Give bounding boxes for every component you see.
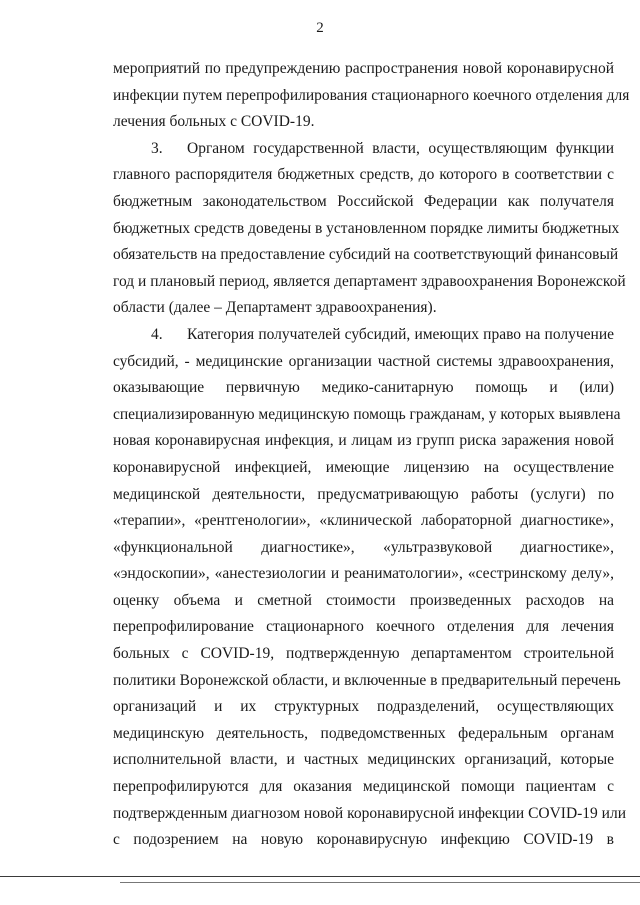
text-line: медицинской деятельности, предусматривающую работы (услуги) по xyxy=(113,485,614,503)
paragraph-3 xyxy=(113,136,626,322)
text-line: перепрофилируются для оказания медицинской помощи пациентам с xyxy=(113,778,614,796)
text-line: год и плановый период, является департамент здравоохранения Воронежской xyxy=(113,272,626,290)
text-line: Категория получателей субсидий, имеющих право на получение xyxy=(187,325,614,343)
paragraph-number: 3. xyxy=(151,139,163,157)
paragraph-number: 4. xyxy=(151,325,163,343)
text-line: организаций и их структурных подразделений, осуществляющих xyxy=(113,698,614,716)
text-line: исполнительной власти, и частных медицинских организаций, которые xyxy=(113,751,614,769)
document-body xyxy=(113,56,630,854)
text-line: субсидий, - медицинские организации частной системы здравоохранения, xyxy=(113,352,614,370)
text-line: бюджетных средств доведены в установленном порядке лимиты бюджетных xyxy=(113,219,620,237)
text-line: «терапии», «рентгенологии», «клинической лабораторной диагностике», xyxy=(113,512,614,530)
text-line-first xyxy=(113,136,614,163)
text-line: политики Воронежской области, и включенные в предварительный перечень xyxy=(113,671,621,689)
text-line: коронавирусной инфекцией, имеющие лицензию на осуществление xyxy=(113,458,614,476)
text-line: обязательств на предоставление субсидий на соответствующий финансовый xyxy=(113,246,619,264)
text-line: специализированную медицинскую помощь гражданам, у которых выявлена xyxy=(113,405,621,423)
text-line: с подозрением на новую коронавирусную инфекцию COVID-19 в xyxy=(113,831,614,849)
text-line: «эндоскопии», «анестезиологии и реаниматологии», «сестринскому делу», xyxy=(113,565,614,583)
page-edge-line xyxy=(120,882,640,883)
text-line: больных с COVID-19, подтвержденную департаментом строительной xyxy=(113,645,614,663)
text-line: оценку объема и сметной стоимости произведенных расходов на xyxy=(113,591,614,609)
text-line: мероприятий по предупреждению распространения новой коронавирусной xyxy=(113,60,614,77)
text-line: медицинскую деятельность, подведомственных федеральным органам xyxy=(113,724,614,742)
text-line: бюджетным законодательством Российской Федерации как получателя xyxy=(113,192,614,210)
text-line: новая коронавирусная инфекция, и лицам из групп риска заражения новой xyxy=(113,432,614,450)
text-line: «функциональной диагностике», «ультразвуковой диагностике», xyxy=(113,538,614,556)
text-line: оказывающие первичную медико-санитарную помощь и (или) xyxy=(113,379,614,397)
text-line: лечения больных с COVID-19. xyxy=(113,113,315,131)
page-edge-line xyxy=(0,876,640,877)
page-number: 2 xyxy=(316,20,324,36)
text-line: подтвержденным диагнозом новой коронавирусной инфекции COVID-19 или xyxy=(113,804,627,822)
text-line: главного распорядителя бюджетных средств, до которого в соответствии с xyxy=(113,166,614,184)
text-line: области (далее – Департамент здравоохранения). xyxy=(113,299,437,317)
paragraph-4 xyxy=(113,322,627,854)
text-line: перепрофилирование стационарного коечного отделения для лечения xyxy=(113,618,614,636)
text-line-first xyxy=(113,322,614,349)
paragraph-continuation xyxy=(113,56,630,136)
text-line: Органом государственной власти, осуществляющим функции xyxy=(187,139,614,157)
text-line: инфекции путем перепрофилирования стационарного коечного отделения для xyxy=(113,86,630,104)
